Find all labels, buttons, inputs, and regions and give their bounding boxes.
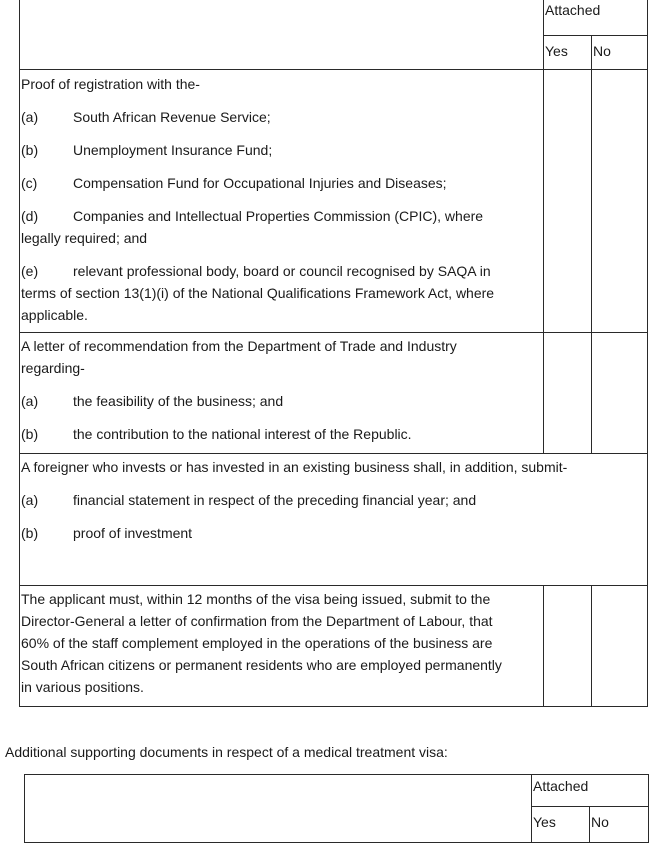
list-item [21, 260, 541, 282]
yes-header: Yes [532, 807, 590, 843]
requirement-existing-business-investment [20, 454, 648, 586]
list-item [21, 390, 541, 412]
list-item [21, 522, 645, 544]
item-label: (d) [21, 208, 39, 224]
item-text: Compensation Fund for Occupational Injuries and Diseases; [73, 175, 447, 191]
requirement-text-line: in various positions. [21, 679, 144, 695]
item-text-continuation: terms of section 13(1)(i) of the National Qualifications Framework Act, where [21, 285, 495, 301]
item-label: (b) [21, 525, 39, 541]
item-text: financial statement in respect of the preceding financial year; and [73, 492, 477, 508]
requirement-registration-proof [20, 70, 544, 333]
requirement-labour-confirmation [20, 586, 544, 707]
medical-visa-section-intro: Additional supporting documents in respect of a medical treatment visa: [5, 744, 448, 760]
header-blank-cell [25, 775, 532, 843]
item-text: the contribution to the national interest of the Republic. [73, 426, 412, 442]
no-header: No [592, 36, 648, 70]
list-item [21, 139, 541, 161]
header-blank-cell [20, 0, 544, 70]
no-checkbox-cell[interactable] [592, 586, 648, 707]
requirement-text-line: Director-General a letter of confirmation from the Department of Labour, that [21, 613, 493, 629]
list-item [21, 106, 541, 128]
requirement-dti-recommendation [20, 333, 544, 454]
item-label: (c) [21, 175, 38, 191]
item-label: (b) [21, 426, 39, 442]
list-item [21, 205, 541, 227]
item-text: proof of investment [73, 525, 193, 541]
item-text: the feasibility of the business; and [73, 393, 284, 409]
item-label: (a) [21, 109, 39, 125]
yes-checkbox-cell[interactable] [544, 333, 592, 454]
requirements-table-medical-visa [24, 774, 649, 843]
no-header: No [590, 807, 649, 843]
requirement-intro: A foreigner who invests or has invested in an existing business shall, in addition, submit- [21, 459, 568, 475]
item-label: (a) [21, 393, 39, 409]
yes-header: Yes [544, 36, 592, 70]
requirement-text-line: 60% of the staff complement employed in the operations of the business are [21, 635, 493, 651]
item-label: (e) [21, 263, 39, 279]
list-item [21, 489, 645, 511]
item-text: South African Revenue Service; [73, 109, 271, 125]
requirement-intro-continuation: regarding- [21, 360, 85, 376]
no-checkbox-cell[interactable] [592, 333, 648, 454]
item-text: Unemployment Insurance Fund; [73, 142, 273, 158]
no-checkbox-cell[interactable] [592, 70, 648, 333]
requirement-text-line: The applicant must, within 12 months of the visa being issued, submit to the [21, 591, 491, 607]
requirement-intro: Proof of registration with the- [21, 76, 200, 92]
yes-checkbox-cell[interactable] [544, 70, 592, 333]
item-text: relevant professional body, board or council recognised by SAQA in [73, 263, 491, 279]
requirement-text-line: South African citizens or permanent residents who are employed permanently [21, 657, 502, 673]
requirement-intro: A letter of recommendation from the Department of Trade and Industry [21, 338, 457, 354]
item-label: (b) [21, 142, 39, 158]
item-label: (a) [21, 492, 39, 508]
requirements-table-business-visa [19, 0, 648, 707]
item-text-continuation: legally required; and [21, 230, 148, 246]
yes-checkbox-cell[interactable] [544, 586, 592, 707]
item-text: Companies and Intellectual Properties Commission (CPIC), where [73, 208, 484, 224]
item-text-continuation: applicable. [21, 307, 88, 323]
attached-header: Attached [532, 775, 649, 807]
list-item [21, 423, 541, 445]
attached-header: Attached [544, 0, 648, 36]
list-item [21, 172, 541, 194]
